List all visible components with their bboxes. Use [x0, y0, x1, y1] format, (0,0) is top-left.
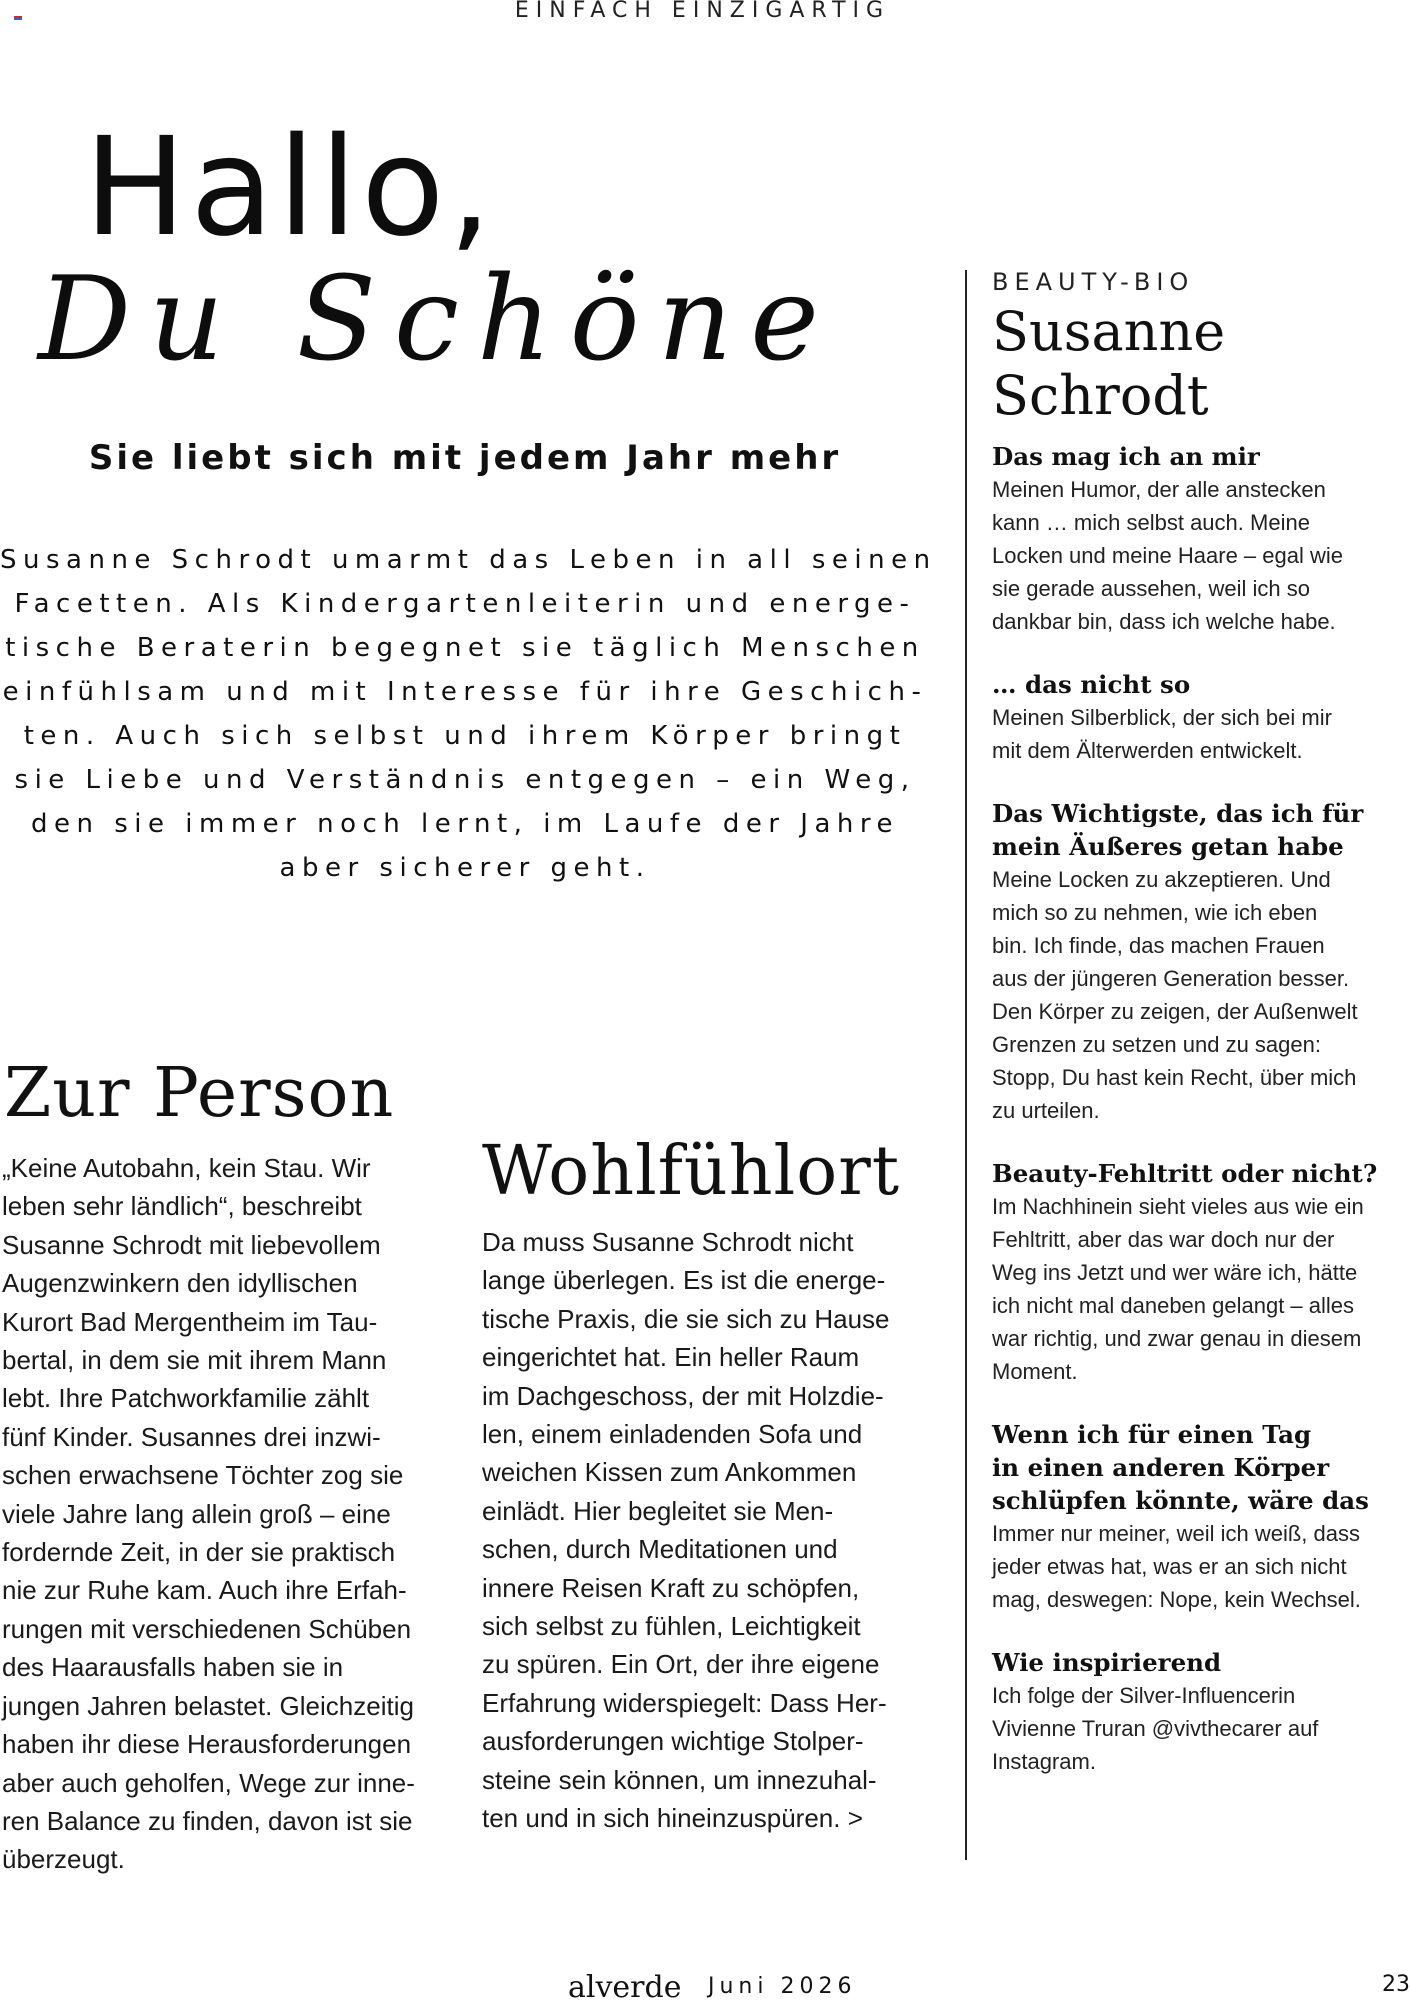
question-line: mein Äußeres getan habe — [992, 832, 1344, 861]
question-line: Das mag ich an mir — [992, 442, 1260, 471]
question — [992, 1418, 1405, 1517]
answer — [992, 1190, 1405, 1388]
answer-line: Grenzen zu setzen und zu sagen: — [992, 1032, 1321, 1057]
text-line: fordernde Zeit, in der sie praktisch — [2, 1537, 396, 1568]
text-line: Erfahrung widerspiegelt: Dass Her- — [482, 1687, 887, 1718]
intro-line: einfühlsam und mit Interesse für ihre Geschich- — [2, 677, 928, 707]
text-line: überzeugt. — [2, 1844, 125, 1875]
intro-line: ten. Auch sich selbst und ihrem Körper bringt — [23, 721, 907, 751]
answer-line: mit dem Älterwerden entwickelt. — [992, 738, 1303, 763]
text-line: zu spüren. Ein Ort, der ihre eigene — [482, 1649, 880, 1680]
page-number: 23 — [1382, 1972, 1410, 1997]
qa-block — [992, 1157, 1405, 1388]
text-line: ren Balance zu finden, davon ist sie — [2, 1805, 413, 1836]
text-line: im Dachgeschoss, der mit Holzdie- — [482, 1380, 884, 1411]
answer-line: zu urteilen. — [992, 1098, 1100, 1123]
bio-name-line: Susanne — [992, 300, 1226, 363]
answer-line: mag, deswegen: Nope, kein Wechsel. — [992, 1587, 1361, 1612]
intro-line: aber sicherer geht. — [279, 853, 651, 883]
question — [992, 440, 1405, 473]
text-line: „Keine Autobahn, kein Stau. Wir — [2, 1153, 371, 1183]
answer-line: mich so zu nehmen, wie ich eben — [992, 900, 1318, 925]
title-line-1: Hallo, — [84, 109, 496, 267]
text-line: lange überlegen. Es ist die energe- — [482, 1265, 886, 1296]
text-line: steine sein können, um innezuhal- — [482, 1764, 877, 1795]
issue-date: Juni 2026 — [708, 1974, 857, 1999]
answer-line: Meinen Humor, der alle anstecken — [992, 477, 1326, 502]
text-line: Augenzwinkern den idyllischen — [2, 1268, 358, 1299]
qa-block — [992, 1418, 1405, 1616]
answer-line: Instagram. — [992, 1749, 1096, 1774]
zur-person-text — [2, 1149, 457, 1879]
wohlfuehlort-text — [482, 1223, 937, 1838]
answer-line: Moment. — [992, 1359, 1078, 1384]
question-line: schlüpfen könnte, wäre das — [992, 1486, 1369, 1515]
title-line-2: Du Schöne — [38, 252, 837, 387]
text-line: rungen mit verschiedenen Schüben — [2, 1613, 412, 1644]
text-line: haben ihr diese Herausforderungen — [2, 1729, 412, 1760]
text-line: Da muss Susanne Schrodt nicht — [482, 1227, 854, 1257]
alverde-logo: alverde — [568, 1970, 682, 2005]
answer-line: Ich folge der Silver-Influencerin — [992, 1683, 1296, 1708]
question-line: … das nicht so — [992, 670, 1191, 699]
text-line: bertal, in dem sie mit ihrem Mann — [2, 1345, 387, 1376]
text-line: schen erwachsene Töchter zog sie — [2, 1460, 404, 1491]
text-line: nie zur Ruhe kam. Auch ihre Erfah- — [2, 1575, 407, 1606]
intro-line: sie Liebe und Verständnis entgegen – ein Weg, — [14, 765, 916, 795]
text-line: einlädt. Hier begleitet sie Men- — [482, 1495, 834, 1526]
text-line: len, einem einladenden Sofa und — [482, 1419, 863, 1450]
beauty-bio-label: BEAUTY-BIO — [992, 268, 1195, 296]
text-line: ten und in sich hineinzuspüren. > — [482, 1803, 863, 1834]
text-line: lebt. Ihre Patchworkfamilie zählt — [2, 1383, 370, 1414]
question — [992, 797, 1405, 863]
answer-line: Stopp, Du hast kein Recht, über mich — [992, 1065, 1357, 1090]
text-line: des Haarausfalls haben sie in — [2, 1652, 344, 1683]
text-line: viele Jahre lang allein groß – eine — [2, 1498, 391, 1529]
question-line: Das Wichtigste, das ich für — [992, 799, 1364, 828]
answer-line: sie gerade aussehen, weil ich so — [992, 576, 1310, 601]
text-line: leben sehr ländlich“, beschreibt — [2, 1191, 362, 1222]
answer — [992, 473, 1405, 638]
qa-block — [992, 797, 1405, 1127]
text-line: Susanne Schrodt mit liebevollem — [2, 1229, 381, 1260]
answer-line: Meinen Silberblick, der sich bei mir — [992, 705, 1332, 730]
text-line: Kurort Bad Mergentheim im Tau- — [2, 1306, 378, 1337]
answer-line: jeder etwas hat, was er an sich nicht — [992, 1554, 1347, 1579]
question-line: Wie inspirierend — [992, 1648, 1222, 1677]
wohlfuehlort-heading: Wohlfühlort — [482, 1132, 901, 1211]
column-divider — [965, 270, 967, 1860]
intro-line: Susanne Schrodt umarmt das Leben in all seinen — [0, 545, 937, 575]
answer-line: Im Nachhinein sieht vieles aus wie ein — [992, 1194, 1364, 1219]
question — [992, 668, 1405, 701]
bio-name-line: Schrodt — [992, 364, 1209, 427]
answer-line: aus der jüngeren Generation besser. — [992, 966, 1350, 991]
answer-line: kann … mich selbst auch. Meine — [992, 510, 1310, 535]
text-line: innere Reisen Kraft zu schöpfen, — [482, 1572, 860, 1603]
answer — [992, 1679, 1405, 1778]
answer-line: Immer nur meiner, weil ich weiß, dass — [992, 1521, 1360, 1546]
text-line: weichen Kissen zum Ankommen — [482, 1457, 857, 1488]
text-line: jungen Jahren belastet. Gleichzeitig — [2, 1690, 414, 1721]
question-line: Wenn ich für einen Tag — [992, 1420, 1312, 1449]
text-line: schen, durch Meditationen und — [482, 1534, 838, 1565]
question — [992, 1157, 1405, 1190]
answer-line: bin. Ich finde, das machen Frauen — [992, 933, 1325, 958]
answer-line: Fehltritt, aber das war doch nur der — [992, 1227, 1335, 1252]
text-line: aber auch geholfen, Wege zur inne- — [2, 1767, 415, 1798]
text-line: eingerichtet hat. Ein heller Raum — [482, 1342, 860, 1373]
answer-line: ich nicht mal daneben gelangt – alles — [992, 1293, 1355, 1318]
qa-block — [992, 668, 1405, 767]
answer-line: Vivienne Truran @vivthecarer auf — [992, 1716, 1319, 1741]
beauty-bio-sidebar — [992, 268, 1405, 1808]
section-kicker: EINFACH EINZIGARTIG — [514, 0, 891, 23]
text-line: sich selbst zu fühlen, Leichtigkeit — [482, 1611, 861, 1642]
bio-name — [992, 300, 1405, 428]
answer-line: Meine Locken zu akzeptieren. Und — [992, 867, 1331, 892]
answer — [992, 1517, 1405, 1616]
answer-line: Weg ins Jetzt und wer wäre ich, hätte — [992, 1260, 1358, 1285]
qa-block — [992, 1646, 1405, 1778]
qa-block — [992, 440, 1405, 638]
answer-line: Den Körper zu zeigen, der Außenwelt — [992, 999, 1358, 1024]
text-line: ausforderungen wichtige Stolper- — [482, 1726, 864, 1757]
text-line: fünf Kinder. Susannes drei inzwi- — [2, 1421, 381, 1452]
question-line: Beauty-Fehltritt oder nicht? — [992, 1159, 1378, 1188]
subtitle: Sie liebt sich mit jedem Jahr mehr — [88, 438, 842, 478]
intro-line: tische Beraterin begegnet sie täglich Menschen — [5, 633, 925, 663]
intro-paragraph — [0, 538, 937, 890]
answer-line: war richtig, und zwar genau in diesem — [992, 1326, 1362, 1351]
question — [992, 1646, 1405, 1679]
intro-line: den sie immer noch lernt, im Laufe der Jahre — [31, 809, 899, 839]
answer — [992, 863, 1405, 1127]
zur-person-heading: Zur Person — [4, 1054, 395, 1133]
answer-line: Locken und meine Haare – egal wie — [992, 543, 1344, 568]
answer — [992, 701, 1405, 767]
intro-line: Facetten. Als Kindergartenleiterin und energe- — [14, 589, 916, 619]
question-line: in einen anderen Körper — [992, 1453, 1330, 1482]
answer-line: dankbar bin, dass ich welche habe. — [992, 609, 1336, 634]
text-line: tische Praxis, die sie sich zu Hause — [482, 1303, 890, 1334]
